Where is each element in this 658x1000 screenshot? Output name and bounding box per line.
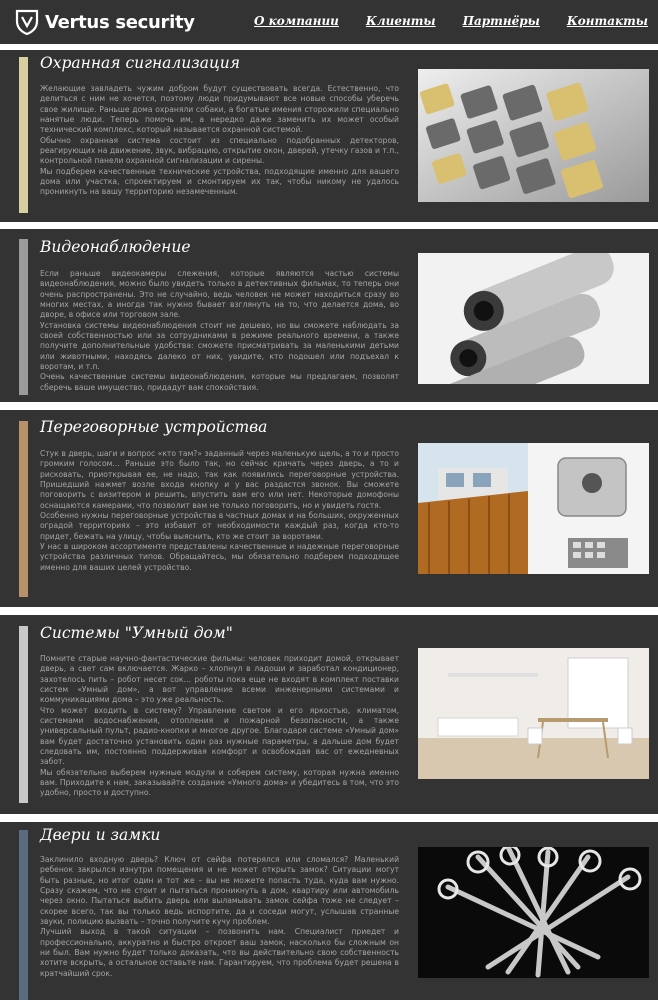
paragraph: Установка системы видеонаблюдения стоит не дешево, но вы сможете наблюдать за своей собственностью или за сотрудниками в режиме реального времени, а также получите дополнительные удобства: сможете присматривать за маленькими детьми или животными, находясь далеко от них, увидите, кто подошел или подъехал к воротам, и т.п. (40, 320, 399, 372)
nav-link-about[interactable]: О компании (254, 14, 339, 28)
section-accent-bar (19, 626, 28, 803)
section-alarm (0, 50, 658, 222)
section-title: Двери и замки (40, 826, 161, 844)
section-accent-bar (19, 239, 28, 395)
section-text (40, 855, 399, 979)
nav-link-partners[interactable]: Партнёры (462, 14, 540, 28)
paragraph: Мы обязательно выберем нужные модули и соберем систему, которая нужна именно вам. Приходите к нам, заказывайте создание «Умного дома» и убедитесь в том, что это удобно, просто и доступно. (40, 767, 399, 798)
logo-text: Vertus security (45, 11, 195, 33)
section-text (40, 449, 399, 573)
section-title: Охранная сигнализация (40, 54, 241, 72)
section-intercom (0, 410, 658, 607)
logo[interactable] (15, 9, 195, 35)
section-text (40, 654, 399, 799)
paragraph: Мы подберем качественные технические устройства, подходящие именно для вашего дома или участка, спроектируем и смонтируем их так, чтобы никому не удалось проникнуть на вашу территорию незамеченным. (40, 166, 399, 197)
site-header (0, 0, 658, 44)
paragraph: Желающие завладеть чужим добром будут существовать всегда. Естественно, что делиться с ним не хочется, поэтому люди придумывают все новые способы уберечь свое жилище. Раньше дома охраняли собаки, а богатые имения сторожили специально нанятые люди. Теперь помочь им, а нередко даже заменить их может особый технический комплекс, который называется охранной системой. (40, 84, 399, 135)
section-title: Переговорные устройства (40, 418, 268, 436)
section-smart-home (0, 615, 658, 814)
nav-link-clients[interactable]: Клиенты (365, 14, 436, 28)
paragraph: Лучший выход в такой ситуации – позвонить нам. Специалист приедет и профессионально, аккуратно и быстро откроет ваш замок, насколько бы сложным он ни был. Вам нужно будет только доказать, что вы действительно свою собственность хотите вскрыть, а остальное оставьте нам. Гарантируем, что проблема будет решена в кратчайший срок. (40, 927, 399, 978)
shield-logo-icon (15, 9, 39, 35)
keypad-alarm-photo (418, 69, 649, 202)
paragraph: Очень качественные системы видеонаблюдения, которые мы предлагаем, позволят сберечь ваше имущество, придадут вам спокойствия. (40, 372, 399, 392)
section-title: Системы "Умный дом" (40, 624, 233, 642)
paragraph: Заклинило входную дверь? Ключ от сейфа потерялся или сломался? Маленький ребенок закрылся изнутри помещения и не может открыть замок? Ситуации могут быть разные, но итог один и тот же – вы не можете попасть туда, куда вам нужно. Сразу скажем, что не стоит и пытаться проникнуть в дом, квартиру или автомобиль через окно. Пытаться выбить дверь или выламывать замок сейфа тоже не следует – скорее всего, так вы только ведь испортите, да и соседи могут, услышав странные звуки, полицию вызвать – точно получите кучу проблем. (40, 855, 399, 927)
intercom-photo (418, 443, 649, 574)
section-title: Видеонаблюдение (40, 238, 191, 256)
section-accent-bar (19, 57, 28, 213)
section-accent-bar (19, 421, 28, 597)
paragraph: Обычно охранная система состоит из специально подобранных детекторов, реагирующих на движение, звук, вибрацию, открытие окон, дверей, утечку газов и т.п., контрольной панели охранной сигнализации и сирены. (40, 135, 399, 166)
paragraph: У нас в широком ассортименте представлены качественные и надежные переговорные устройства различных типов. Обращайтесь, мы обязательно подберем подходящее именно для ваших целей устройство. (40, 542, 399, 572)
main-nav (227, 14, 648, 28)
paragraph: Помните старые научно-фантастические фильмы: человек приходит домой, открывает дверь, а свет сам включается. Жарко – хлопнул в ладоши и заработал кондиционер, захотелось пить – робот несет сок… роботы пока еще не входят в комплект поставки систем «Умный дом», а вот управление всеми инженерными системами и коммуникациями дома – это уже реальность. (40, 654, 399, 705)
section-text (40, 269, 399, 393)
paragraph: Особенно нужны переговорные устройства в частных домах и на больших, окруженных оградой территориях – это избавит от необходимости каждый раз, когда кто-то придет, бежать на улицу, чтобы выяснить, кто же стоит за воротами. (40, 511, 399, 541)
smart-home-interior-photo (418, 648, 649, 779)
section-text (40, 84, 399, 198)
keys-photo (418, 847, 649, 978)
paragraph: Стук в дверь, шаги и вопрос «кто там?» заданный через маленькую щель, а то и просто громким голосом… Раньше это было так, но сейчас кричать через дверь, а то и рисковать, приоткрывая ее, не надо, так как появились переговорные устройства. Пришедший нажмет возле входа кнопку и у вас раздастся звонок. Вы сможете поговорить с визитером и решить, впустить вам его или нет. Некоторые домофоны оснащаются камерами, что позволит вам не только поговорить, но и увидеть гостя. (40, 449, 399, 510)
cctv-cameras-photo (418, 253, 649, 384)
section-doors-locks (0, 822, 658, 1000)
paragraph: Если раньше видеокамеры слежения, которые являются частью системы видеонаблюдения, можно было увидеть только в детективных фильмах, то теперь они очень распространены. Это не случайно, ведь человек не может находиться сразу во многих местах, а иногда так нужно бывает взглянуть на то, что делается дома, во дворе, в офисе или торговом зале. (40, 269, 399, 320)
section-video (0, 229, 658, 402)
nav-link-contacts[interactable]: Контакты (566, 14, 648, 28)
paragraph: Что может входить в систему? Управление светом и его яркостью, климатом, системами водоснабжения, отопления и пожарной безопасности, а также универсальный пульт, радио-кнопки и многое другое. Благодаря системе «Умный дом» вам будет достаточно установить один раз нужные параметры, а дальше дом будет следовать им, постоянно поддерживая комфорт и освобождая вас от ежедневных забот. (40, 705, 399, 767)
section-accent-bar (19, 830, 28, 1000)
